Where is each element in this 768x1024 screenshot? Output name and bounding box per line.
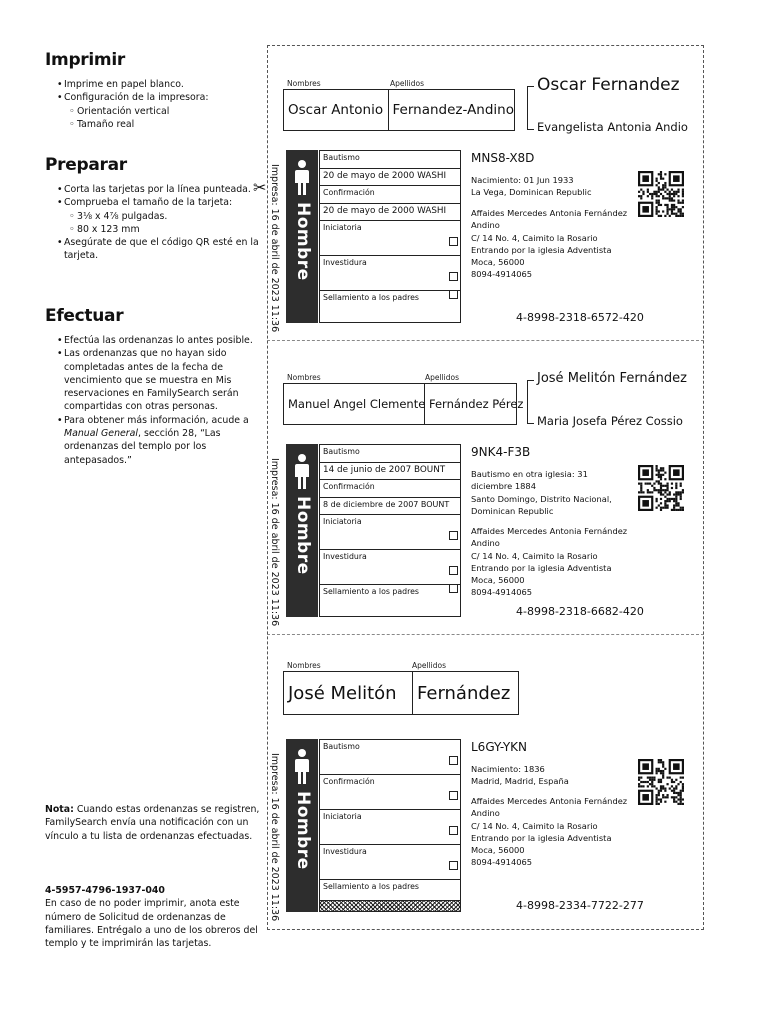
ordinance-sealing-parents: [320, 291, 460, 313]
not-available-hatch: [320, 900, 460, 912]
ordinance-label: Confirmación: [323, 777, 375, 786]
request-block: [45, 884, 260, 950]
ordinance-box: [319, 150, 461, 323]
address-line: 8094-4914065: [471, 587, 533, 598]
checkbox: [449, 272, 458, 281]
name-box: [283, 89, 515, 131]
checkbox: [449, 566, 458, 575]
qr-code-icon: [638, 465, 684, 511]
event-line: diciembre 1884: [471, 481, 536, 492]
cut-line: [267, 634, 704, 635]
address-line: C/ 14 No. 4, Caimito la Rosario: [471, 232, 598, 243]
card-request-number: 4-8998-2334-7722-277: [516, 899, 644, 912]
ordinance-label: Sellamiento a los padres: [323, 882, 419, 891]
ordinance-endowment: [320, 256, 460, 291]
manual-title: Manual General: [64, 428, 138, 440]
address-line: Entrando por la iglesia Adventista: [471, 832, 612, 843]
event-line: Santo Domingo, Distrito Nacional,: [471, 493, 612, 504]
address-line: Affaides Mercedes Antonia Fernández: [471, 526, 628, 536]
ordinance-confirmation: [320, 775, 460, 810]
person-id: MNS8-X8D: [471, 151, 535, 165]
list-item: ◦ 80 x 123 mm: [59, 223, 269, 236]
list-item: [59, 414, 269, 467]
mother-name: Evangelista Antonia Andio: [537, 120, 688, 134]
address-line: C/ 14 No. 4, Caimito la Rosario: [471, 550, 598, 561]
card-request-number: 4-8998-2318-6682-420: [516, 605, 644, 618]
event-info: [471, 174, 633, 199]
list-item-text: , sección 28, “Las ordenanzas del templo por los antepasados.”: [64, 428, 221, 466]
sex-bar: [286, 444, 318, 617]
surname-label: Apellidos: [390, 79, 425, 88]
section-title-preparar: Preparar: [45, 155, 127, 175]
ordinance-label: Confirmación: [323, 482, 375, 491]
ordinance-box: [319, 739, 461, 912]
request-text: En caso de no poder imprimir, anota este número de Solicitud de ordenanzas de familiares. Entrégalo a uno de los obreros del templo y te imprimirán las tarjetas.: [45, 898, 258, 950]
address-line: 8094-4914065: [471, 857, 533, 868]
imprimir-list: [45, 78, 269, 131]
ordinance-baptism: [320, 151, 460, 186]
checkbox: [449, 531, 458, 540]
given-name: Manuel Angel Clemente: [284, 384, 425, 424]
ordinance-initiatory: [320, 810, 460, 845]
note-text: [45, 803, 260, 843]
address-line: Andino: [471, 220, 500, 231]
address-line: Entrando por la iglesia Adventista: [471, 244, 612, 255]
ordinance-label: Sellamiento a los padres: [323, 587, 419, 596]
printed-date: Impresa: 16 de abril de 2023 11:36: [269, 458, 280, 627]
address-line: 8094-4914065: [471, 269, 533, 280]
event-line: Madrid, Madrid, España: [471, 776, 569, 787]
ordinance-sealing-parents: [320, 880, 460, 912]
name-box: [283, 671, 519, 715]
address-line: Affaides Mercedes Antonia Fernández: [471, 208, 628, 218]
sex-bar: [286, 150, 318, 323]
ordinance-sealing-parents: [320, 585, 460, 607]
address-line: Andino: [471, 808, 500, 819]
ordinance-box: [319, 444, 461, 617]
scissors-icon: ✂: [253, 178, 267, 197]
checkbox: [449, 584, 458, 593]
note-label: Nota:: [45, 804, 74, 815]
qr-code-icon: [638, 759, 684, 805]
address-line: Moca, 56000: [471, 845, 525, 856]
list-item: • Comprueba el tamaño de la tarjeta:: [59, 196, 269, 209]
sex-label: Hombre: [293, 496, 313, 575]
ordinance-endowment: [320, 550, 460, 585]
address-info: [471, 525, 633, 599]
event-line: Nacimiento: 01 Jun 1933: [471, 175, 574, 185]
event-line: Nacimiento: 1836: [471, 764, 545, 774]
ordinance-label: Investidura: [323, 847, 367, 856]
event-line: Dominican Republic: [471, 505, 554, 516]
list-item: • Configuración de la impresora:: [59, 91, 269, 104]
ordinance-date: 20 de mayo de 2000 WASHI: [320, 203, 460, 221]
surname-label: Apellidos: [425, 373, 460, 382]
cut-line: [267, 340, 704, 341]
checkbox: [449, 237, 458, 246]
parents-bracket: [527, 86, 534, 130]
ordinance-label: Bautismo: [323, 153, 360, 162]
section-title-efectuar: Efectuar: [45, 306, 124, 326]
person-id: L6GY-YKN: [471, 740, 528, 754]
card-request-number: 4-8998-2318-6572-420: [516, 311, 644, 324]
section-title-imprimir: Imprimir: [45, 50, 125, 70]
father-name: José Melitón Fernández: [537, 371, 687, 386]
given-label: Nombres: [287, 79, 321, 88]
address-line: Moca, 56000: [471, 257, 525, 268]
ordinance-baptism: [320, 445, 460, 480]
printed-date: Impresa: 16 de abril de 2023 11:36: [269, 753, 280, 922]
address-info: [471, 795, 633, 869]
ordinance-date: 14 de junio de 2007 BOUNT: [320, 462, 460, 480]
sex-label: Hombre: [293, 791, 313, 870]
checkbox: [449, 861, 458, 870]
request-number: 4-5957-4796-1937-040: [45, 885, 165, 896]
checkbox: [449, 791, 458, 800]
surname: Fernández: [417, 682, 511, 704]
list-item: • Corta las tarjetas por la línea punteada.: [59, 183, 269, 196]
ordinance-baptism: [320, 740, 460, 775]
parents-bracket: [527, 380, 534, 424]
preparar-list: [45, 183, 269, 263]
name-box: [283, 383, 524, 425]
address-info: [471, 207, 633, 281]
ordinance-label: Investidura: [323, 552, 367, 561]
ordinance-initiatory: [320, 221, 460, 256]
ordinance-label: Sellamiento a los padres: [323, 293, 419, 302]
address-line: Moca, 56000: [471, 575, 525, 586]
qr-code-icon: [638, 171, 684, 217]
checkbox: [449, 756, 458, 765]
address-line: Entrando por la iglesia Adventista: [471, 562, 612, 573]
ordinance-confirmation: [320, 480, 460, 515]
event-line: La Vega, Dominican Republic: [471, 187, 592, 198]
ordinance-label: Iniciatoria: [323, 517, 362, 526]
event-info: [471, 763, 633, 788]
ordinance-endowment: [320, 845, 460, 880]
surname: Fernandez-Andino: [392, 102, 514, 118]
surname: Fernández Pérez: [429, 397, 524, 411]
address-line: C/ 14 No. 4, Caimito la Rosario: [471, 820, 598, 831]
note-body: Cuando estas ordenanzas se registren, FamilySearch envía una notificación con un vínculo a tu lista de ordenanzas efectuadas.: [45, 804, 260, 842]
printed-date: Impresa: 16 de abril de 2023 11:36: [269, 164, 280, 333]
ordinance-label: Bautismo: [323, 742, 360, 751]
checkbox: [449, 290, 458, 299]
ordinance-label: Investidura: [323, 258, 367, 267]
ordinance-label: Iniciatoria: [323, 812, 362, 821]
checkbox: [449, 826, 458, 835]
given-label: Nombres: [287, 661, 321, 670]
ordinance-date: 20 de mayo de 2000 WASHI: [320, 168, 460, 186]
list-item: ◦ 3⅛ x 4⅞ pulgadas.: [59, 210, 269, 223]
list-item: ◦ Tamaño real: [59, 118, 269, 131]
list-item: • Imprime en papel blanco.: [59, 78, 269, 91]
ordinance-date: 8 de diciembre de 2007 BOUNT: [320, 497, 460, 515]
list-item: ◦ Orientación vertical: [59, 105, 269, 118]
list-item: • Las ordenanzas que no hayan sido completadas antes de la fecha de vencimiento que se muestra en Mis reservaciones en FamilySearch serán compartidas con otras personas.: [59, 347, 269, 413]
ordinance-initiatory: [320, 515, 460, 550]
sex-label: Hombre: [293, 202, 313, 281]
event-info: [471, 468, 633, 517]
father-name: Oscar Fernandez: [537, 75, 680, 95]
list-item-text: Para obtener más información, acude a: [64, 414, 249, 426]
ordinance-label: Bautismo: [323, 447, 360, 456]
sex-bar: [286, 739, 318, 912]
address-line: Affaides Mercedes Antonia Fernández: [471, 796, 628, 806]
list-item: • Asegúrate de que el código QR esté en la tarjeta.: [59, 236, 269, 263]
given-name: José Melitón: [284, 672, 413, 714]
list-item: • Efectúa las ordenanzas lo antes posible.: [59, 334, 269, 347]
mother-name: Maria Josefa Pérez Cossio: [537, 414, 683, 428]
address-line: Andino: [471, 538, 500, 549]
person-id: 9NK4-F3B: [471, 445, 531, 459]
surname-label: Apellidos: [412, 661, 447, 670]
ordinance-label: Confirmación: [323, 188, 375, 197]
given-label: Nombres: [287, 373, 321, 382]
event-line: Bautismo en otra iglesia: 31: [471, 469, 588, 479]
ordinance-confirmation: [320, 186, 460, 221]
efectuar-list: [45, 334, 269, 467]
given-name: Oscar Antonio: [284, 90, 389, 130]
ordinance-label: Iniciatoria: [323, 223, 362, 232]
